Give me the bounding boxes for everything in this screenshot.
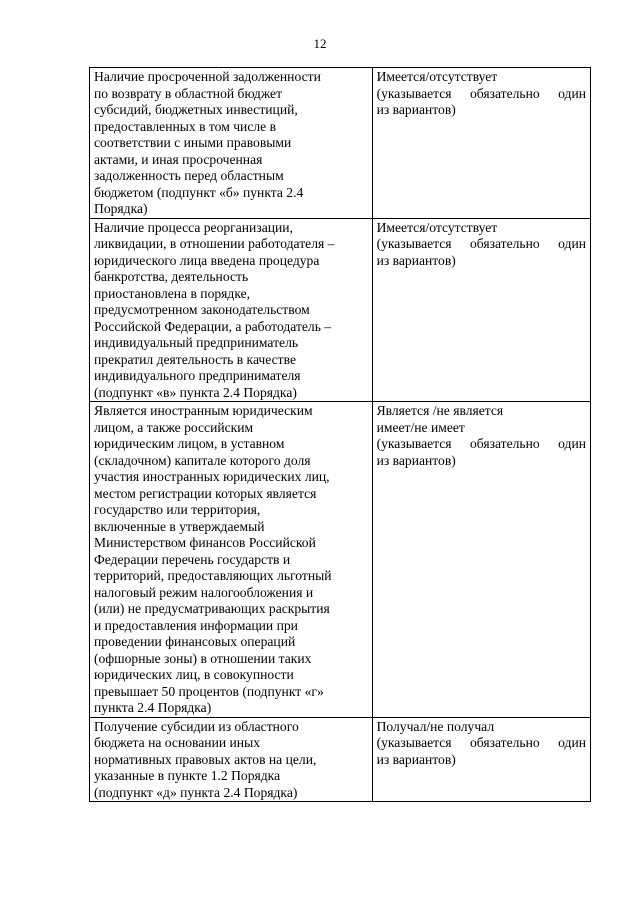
criterion-cell (90, 717, 373, 802)
answer-note-line-1: (указывается обязательно один (376, 436, 586, 451)
answer-cell (372, 717, 590, 802)
answer-note-line-1: (указывается обязательно один (376, 236, 586, 251)
answer-options: Получал/не получал (376, 718, 495, 734)
criterion-text: Наличие процесса реорганизации, ликвидации, в отношении работодателя – юридического лица введена процедура банкротства, деятельность приостановлена в порядке, предусмотренном законодательством Российской Федерации, а работодатель – индивидуальный предприниматель прекратил деятельность в качестве индивидуального предпринимателя (подпункт «в» пункта 2.4 Порядка) (94, 219, 335, 400)
answer-note-line-2: из вариантов) (376, 252, 456, 268)
answer-options: Является /не является (376, 403, 504, 418)
answer-cell (372, 68, 590, 219)
answer-options: Имеется/отсутствует (376, 69, 498, 84)
answer-note-line-2: из вариантов) (376, 102, 456, 117)
answer-note-line-2: из вариантов) (376, 751, 456, 767)
criterion-cell (90, 402, 373, 718)
criterion-cell (90, 218, 373, 402)
answer-options: Имеется/отсутствует (376, 219, 498, 235)
answer-note-line-2: из вариантов) (376, 452, 456, 468)
answer-note-line-1: (указывается обязательно один (376, 85, 586, 101)
answer-note-line-1: (указывается обязательно один (376, 735, 586, 750)
answer-options-2: имеет/не имеет (376, 419, 465, 435)
answer-cell (372, 218, 590, 402)
table-row (90, 402, 591, 718)
table-row (90, 218, 591, 402)
answer-cell (372, 402, 590, 718)
table-row (90, 717, 591, 802)
criterion-text: Наличие просроченной задолженности по возврату в областной бюджет субсидий, бюджетных инвестиций, предоставленных в том числе в соответствии с иными правовыми актами, и иная просроченная задолженность перед областным бюджетом (подпункт «б» пункта 2.4 Порядка) (94, 69, 321, 216)
table-row (90, 68, 591, 219)
criterion-text: Получение субсидии из областного бюджета на основании иных нормативных правовых актов на цели, указанные в пункте 1.2 Порядка (подпункт «д» пункта 2.4 Порядка) (94, 718, 317, 800)
conditions-table (89, 67, 591, 802)
criterion-cell (90, 68, 373, 219)
criterion-text: Является иностранным юридическим лицом, а также российским юридическим лицом, в уставном (складочном) капитале которого доля участия иностранных юридических лиц, местом регистрации которых является государство или территория, включенные в утверждаемый Министерством финансов Российской Федерации перечень государств и территорий, предоставляющих льготный налоговый режим налогообложения и (или) не предусматривающих раскрытия и предоставления информации при проведении финансовых операций (офшорные зоны) в отношении таких юридических лиц, в совокупности превышает 50 процентов (подпункт «г» пункта 2.4 Порядка) (94, 403, 332, 715)
page-number: 12 (313, 36, 327, 51)
